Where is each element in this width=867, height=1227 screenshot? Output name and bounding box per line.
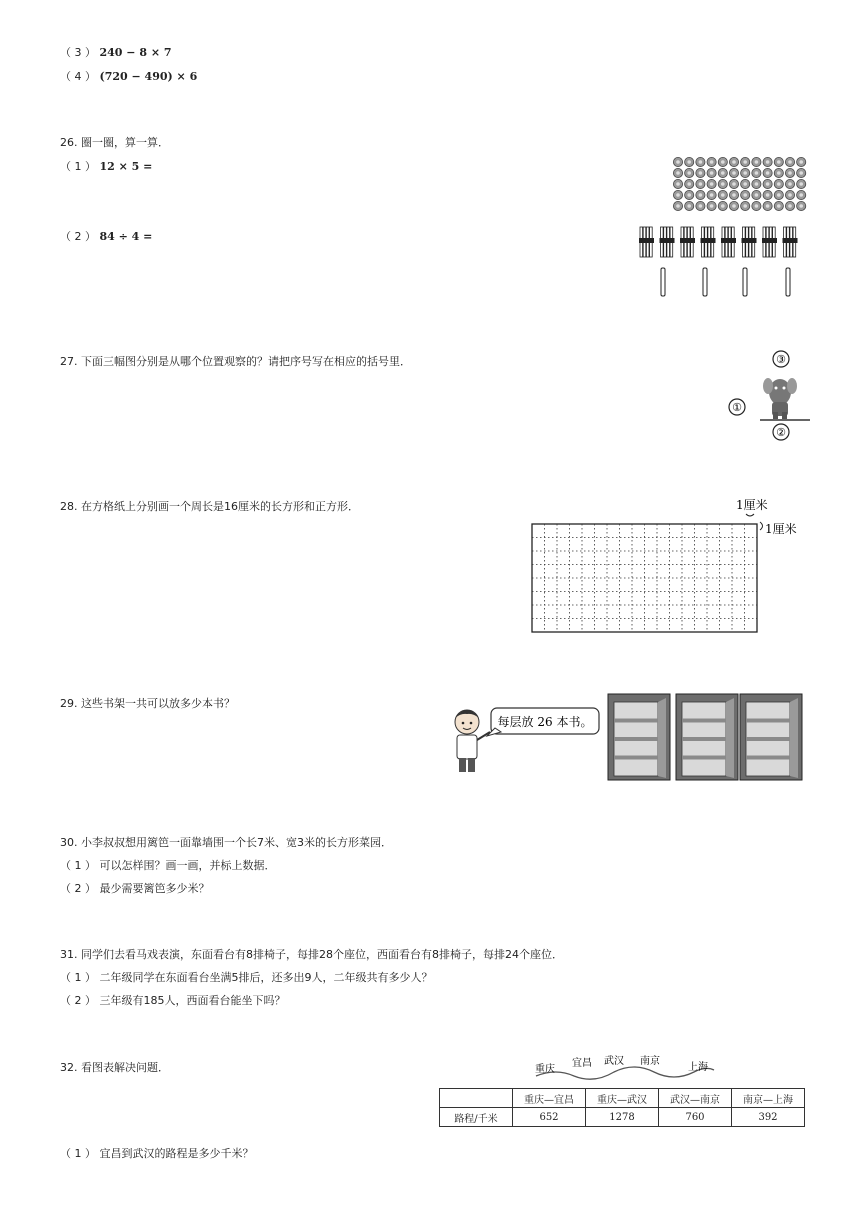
stick-bundle-icon (701, 227, 716, 257)
part-label: （ 4 ） (60, 70, 96, 83)
stick-bundle-icon (742, 227, 757, 257)
part-label: （ 1 ） (60, 160, 96, 173)
part-text: 三年级有185人，西面看台能坐下吗？ (99, 994, 286, 1007)
q28-title: 28. 在方格纸上分别画一个周长是16厘米的长方形和正方形． (60, 500, 359, 513)
city-label: 武汉 (604, 1056, 624, 1067)
speech-text: 每层放 26 本书。 (497, 715, 593, 729)
row-label-cell: 路程/千米 (440, 1108, 513, 1127)
q25-part3 (60, 46, 172, 60)
part-label: （ 1 ） (60, 859, 96, 872)
q30-part1 (60, 859, 276, 873)
elephant-view-figure (722, 346, 812, 446)
q31-title: 31. 同学们去看马戏表演，东面看台有8排椅子，每排28个座位，西面看台有8排椅子，每排24个座位． (60, 948, 563, 961)
route-distance-table (439, 1088, 805, 1127)
expression: (720 − 490) × 6 (99, 70, 198, 83)
stick-bundle-icon (783, 227, 798, 257)
q31-part1 (60, 971, 433, 985)
unit-side-label: 1厘米 (765, 522, 797, 536)
table-header-cell: 重庆—武汉 (586, 1089, 659, 1108)
table-header-row (440, 1089, 805, 1108)
position-2-label: ② (776, 426, 786, 439)
table-cell: 1278 (586, 1108, 659, 1127)
boy-icon (455, 710, 490, 772)
q26-title: 26. 圈一圈，算一算． (60, 136, 169, 149)
city-label: 重庆 (535, 1064, 555, 1075)
expression: 12 × 5 = (99, 160, 153, 173)
q26-part1 (60, 160, 152, 174)
position-1-label: ① (732, 401, 742, 414)
table-header-cell: 南京—上海 (732, 1089, 805, 1108)
part-label: （ 1 ） (60, 971, 96, 984)
stick-bundle-icon (639, 227, 654, 257)
river-route-map (530, 1052, 720, 1086)
table-cell: 392 (732, 1108, 805, 1127)
q30-part2 (60, 882, 210, 896)
q26-part2 (60, 230, 152, 244)
part-text: 宜昌到武汉的路程是多少千米？ (99, 1147, 254, 1160)
bookshelf-icon (608, 694, 670, 780)
part-label: （ 2 ） (60, 994, 96, 1007)
stick-bundle-icon (721, 227, 736, 257)
q27-title: 27. 下面三幅图分别是从哪个位置观察的？请把序号写在相应的括号里． (60, 355, 411, 368)
q32-part1 (60, 1147, 254, 1161)
part-text: 最少需要篱笆多少米？ (99, 882, 210, 895)
position-3-label: ③ (776, 353, 786, 366)
stick-bundle-icon (660, 227, 675, 257)
expression: 84 ÷ 4 = (99, 230, 153, 243)
city-label: 南京 (640, 1056, 660, 1067)
table-row (440, 1108, 805, 1127)
dot-array-figure (672, 156, 812, 216)
part-label: （ 3 ） (60, 46, 96, 59)
part-text: 二年级同学在东面看台坐满5排后，还多出9人，二年级共有多少人？ (99, 971, 433, 984)
unit-top-label: 1厘米 (736, 498, 768, 512)
stick-bundle-icon (680, 227, 695, 257)
table-cell: 652 (513, 1108, 586, 1127)
stick-bundles-figure (636, 222, 812, 298)
part-label: （ 2 ） (60, 882, 96, 895)
part-text: 可以怎样围？画一画，并标上数据． (99, 859, 276, 872)
q32-title: 32. 看图表解决问题． (60, 1061, 169, 1074)
q30-title: 30. 小李叔叔想用篱笆一面靠墙围一个长7米、宽3米的长方形菜园． (60, 836, 392, 849)
single-stick-icon (743, 268, 747, 296)
part-label: （ 2 ） (60, 230, 96, 243)
q31-part2 (60, 994, 286, 1008)
stick-bundle-icon (762, 227, 777, 257)
bookshelf-icon (740, 694, 802, 780)
bookshelf-icon (676, 694, 738, 780)
part-label: （ 1 ） (60, 1147, 96, 1160)
table-header-cell: 重庆—宜昌 (513, 1089, 586, 1108)
table-header-cell (440, 1089, 513, 1108)
table-cell: 760 (659, 1108, 732, 1127)
single-stick-icon (661, 268, 665, 296)
q29-title: 29. 这些书架一共可以放多少本书？ (60, 697, 235, 710)
expression: 240 − 8 × 7 (99, 46, 172, 59)
q25-part4 (60, 70, 197, 84)
bookshelves-figure (440, 690, 810, 782)
grid-paper-figure (526, 492, 812, 642)
single-stick-icon (703, 268, 707, 296)
city-label: 宜昌 (572, 1058, 592, 1069)
elephant-icon (763, 378, 797, 419)
single-stick-icon (786, 268, 790, 296)
city-label: 上海 (688, 1062, 708, 1073)
table-header-cell: 武汉—南京 (659, 1089, 732, 1108)
